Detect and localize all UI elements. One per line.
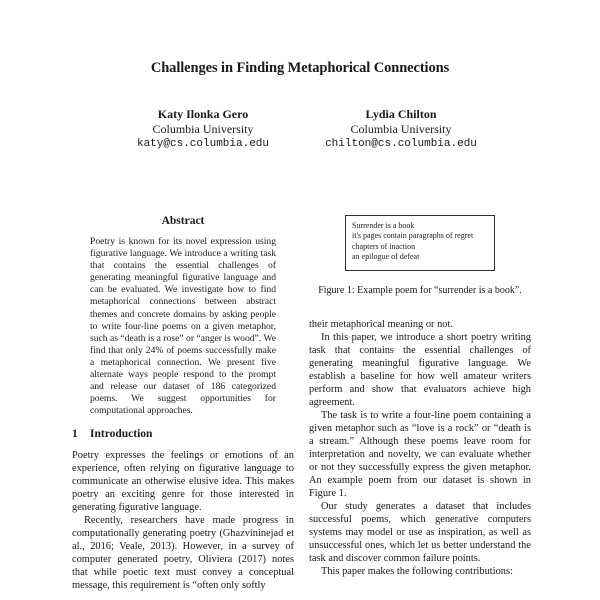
abstract-heading: Abstract [161,215,205,227]
body-paragraph: Our study generates a dataset that includes successful poems, which generative computers systems may model or use as inspiration, as well as unsuccessful ones, which let us better understand the task and discover common failure points. [309,501,531,564]
section-heading-introduction [72,428,294,440]
intro-paragraph: Recently, researchers have made progress in computationally generating poetry (Ghazvininejad et al., 2016; Veale, 2013). However, in a survey of computer generated poetry, Oliviera (2017) notes that while poetic text must convey a conceptual message, this requirement is “often only softly [72,515,294,591]
figure-poem-box [345,215,495,271]
author-email: katy@cs.columbia.edu [136,138,270,150]
author-affiliation: Columbia University [152,122,254,136]
poem-line: an epilogue of defeat [352,252,420,262]
section-number: 1 [72,428,78,440]
figure-caption: Figure 1: Example poem for “surrender is a book”. [318,285,522,296]
body-paragraph: their metaphorical meaning or not. [309,319,453,330]
section-title: Introduction [90,428,153,440]
author-email: chilton@cs.columbia.edu [325,138,477,150]
paper-title: Challenges in Finding Metaphorical Connections [150,60,450,76]
poem-line: it's pages contain paragraphs of regret [352,231,474,241]
poem-line: chapters of inaction [352,241,416,251]
author-affiliation: Columbia University [350,122,452,136]
body-paragraph: The task is to write a four-line poem containing a given metaphor such as “love is a rock” or “death is a stream.” Although these poems leave room for interpretation and novelty, we can evaluate whether or not they successfully express the given metaphor. An example poem from our dataset is shown in Figure 1. [309,410,531,499]
author-block-2 [306,107,496,152]
intro-paragraph: Poetry expresses the feelings or emotions of an experience, often relying on figurative language to communicate an otherwise elusive idea. This makes poetry an exciting genre for those interested in generating figurative language. [72,450,294,513]
poem-line: Surrender is a book [352,221,415,230]
right-column-body [309,318,531,578]
introduction-body [72,449,294,592]
abstract-text: Poetry is known for its novel expression using figurative language. We introduce a writing task that contains the essential challenges of generating meaningful figurative language and can be evaluated. We investigate how to find metaphorical connections between abstract themes and concrete domains by asking people to write four-line poems on a given metaphor, such as “death is a rose” or “anger is wood”. We find that only 24% of poems successfully make a metaphorical connection. We present five alternate ways people respond to the prompt and release our dataset of 186 categorized poems. We suggest opportunities for computational approaches. [90,236,276,417]
body-paragraph: This paper makes the following contributions: [321,566,513,577]
body-paragraph: In this paper, we introduce a short poetry writing task that contains the essential challenges of generating meaningful figurative language. We establish a baseline for how well amateur writers perform and show that evaluators achieve high agreement. [309,332,531,408]
author-name: Lydia Chilton [365,107,437,121]
author-name: Katy Ilonka Gero [157,107,249,121]
author-block-1 [118,107,288,152]
